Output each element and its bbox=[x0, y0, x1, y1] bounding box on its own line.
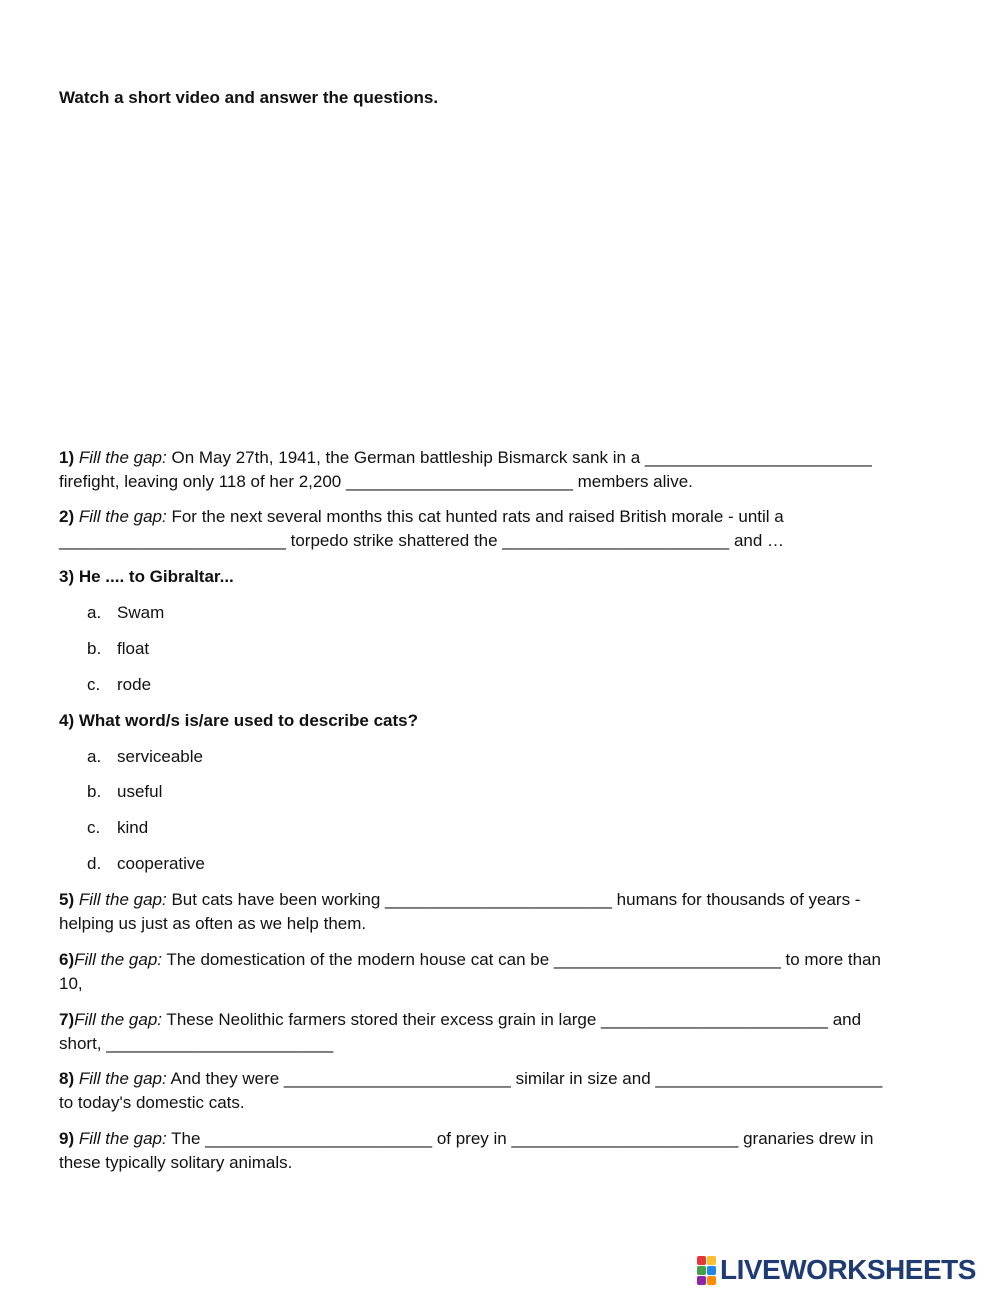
option-letter: a. bbox=[87, 747, 102, 766]
option-text: Swam bbox=[117, 603, 165, 622]
question-8 bbox=[59, 1067, 929, 1115]
logo-block bbox=[707, 1256, 716, 1265]
question-label: Fill the gap: bbox=[78, 890, 167, 909]
question-1 bbox=[59, 446, 929, 494]
question-text-continued: helping us just as often as we help them. bbox=[59, 914, 367, 933]
option-letter: d. bbox=[87, 854, 102, 873]
logo-block bbox=[707, 1276, 716, 1285]
question-3-title: 3) He .... to Gibraltar... bbox=[59, 567, 234, 586]
option-3a[interactable] bbox=[87, 601, 164, 625]
option-4b[interactable] bbox=[87, 780, 162, 804]
question-7 bbox=[59, 1008, 929, 1056]
logo-block bbox=[707, 1266, 716, 1275]
option-text: kind bbox=[117, 818, 149, 837]
question-number: 6) bbox=[59, 950, 75, 969]
question-text-continued: firefight, leaving only 118 of her 2,200 ________________________ members alive. bbox=[59, 472, 693, 491]
option-4c[interactable] bbox=[87, 816, 148, 840]
option-letter: c. bbox=[87, 818, 101, 837]
question-6 bbox=[59, 948, 929, 996]
question-number: 7) bbox=[59, 1010, 75, 1029]
question-text-continued: these typically solitary animals. bbox=[59, 1153, 293, 1172]
question-5 bbox=[59, 888, 929, 936]
logo-blocks-icon bbox=[697, 1256, 716, 1285]
option-4a[interactable] bbox=[87, 745, 203, 769]
question-text: And they were ________________________ similar in size and ________________________ bbox=[166, 1069, 883, 1088]
question-text: On May 27th, 1941, the German battleship Bismarck sank in a ________________________ bbox=[166, 448, 872, 467]
option-text: rode bbox=[117, 675, 152, 694]
option-letter: b. bbox=[87, 639, 102, 658]
option-text: useful bbox=[117, 782, 163, 801]
logo-text: LIVEWORKSHEETS bbox=[720, 1254, 976, 1285]
question-2 bbox=[59, 505, 929, 553]
question-text-continued: 10, bbox=[59, 974, 83, 993]
question-number: 5) bbox=[59, 890, 75, 909]
option-letter: b. bbox=[87, 782, 102, 801]
instructions-heading: Watch a short video and answer the questions. bbox=[59, 88, 439, 107]
question-text: These Neolithic farmers stored their excess grain in large ________________________ and bbox=[162, 1010, 862, 1029]
option-letter: a. bbox=[87, 603, 102, 622]
question-9 bbox=[59, 1127, 929, 1175]
question-number: 2) bbox=[59, 507, 75, 526]
question-text: But cats have been working ________________________ humans for thousands of years - bbox=[166, 890, 861, 909]
question-label: Fill the gap: bbox=[74, 1010, 163, 1029]
option-letter: c. bbox=[87, 675, 101, 694]
question-text-continued: ________________________ torpedo strike shattered the ________________________ and … bbox=[59, 531, 785, 550]
question-number: 8) bbox=[59, 1069, 75, 1088]
question-label: Fill the gap: bbox=[78, 448, 167, 467]
question-text: The domestication of the modern house cat can be ________________________ to more than bbox=[162, 950, 881, 969]
option-3b[interactable] bbox=[87, 637, 149, 661]
question-text-continued: short, ________________________ bbox=[59, 1034, 334, 1053]
liveworksheets-logo[interactable] bbox=[697, 1255, 976, 1285]
question-text-continued: to today's domestic cats. bbox=[59, 1093, 245, 1112]
question-4-title: 4) What word/s is/are used to describe cats? bbox=[59, 711, 418, 730]
option-text: cooperative bbox=[117, 854, 205, 873]
option-text: serviceable bbox=[117, 747, 203, 766]
question-number: 1) bbox=[59, 448, 75, 467]
question-label: Fill the gap: bbox=[78, 507, 167, 526]
question-label: Fill the gap: bbox=[78, 1129, 167, 1148]
logo-block bbox=[697, 1266, 706, 1275]
option-4d[interactable] bbox=[87, 852, 205, 876]
question-label: Fill the gap: bbox=[78, 1069, 167, 1088]
option-text: float bbox=[117, 639, 150, 658]
option-3c[interactable] bbox=[87, 673, 151, 697]
question-label: Fill the gap: bbox=[74, 950, 163, 969]
logo-block bbox=[697, 1276, 706, 1285]
logo-block bbox=[697, 1256, 706, 1265]
question-number: 9) bbox=[59, 1129, 75, 1148]
question-text: The ________________________ of prey in ________________________ granaries drew in bbox=[166, 1129, 874, 1148]
question-text: For the next several months this cat hunted rats and raised British morale - until a bbox=[166, 507, 784, 526]
